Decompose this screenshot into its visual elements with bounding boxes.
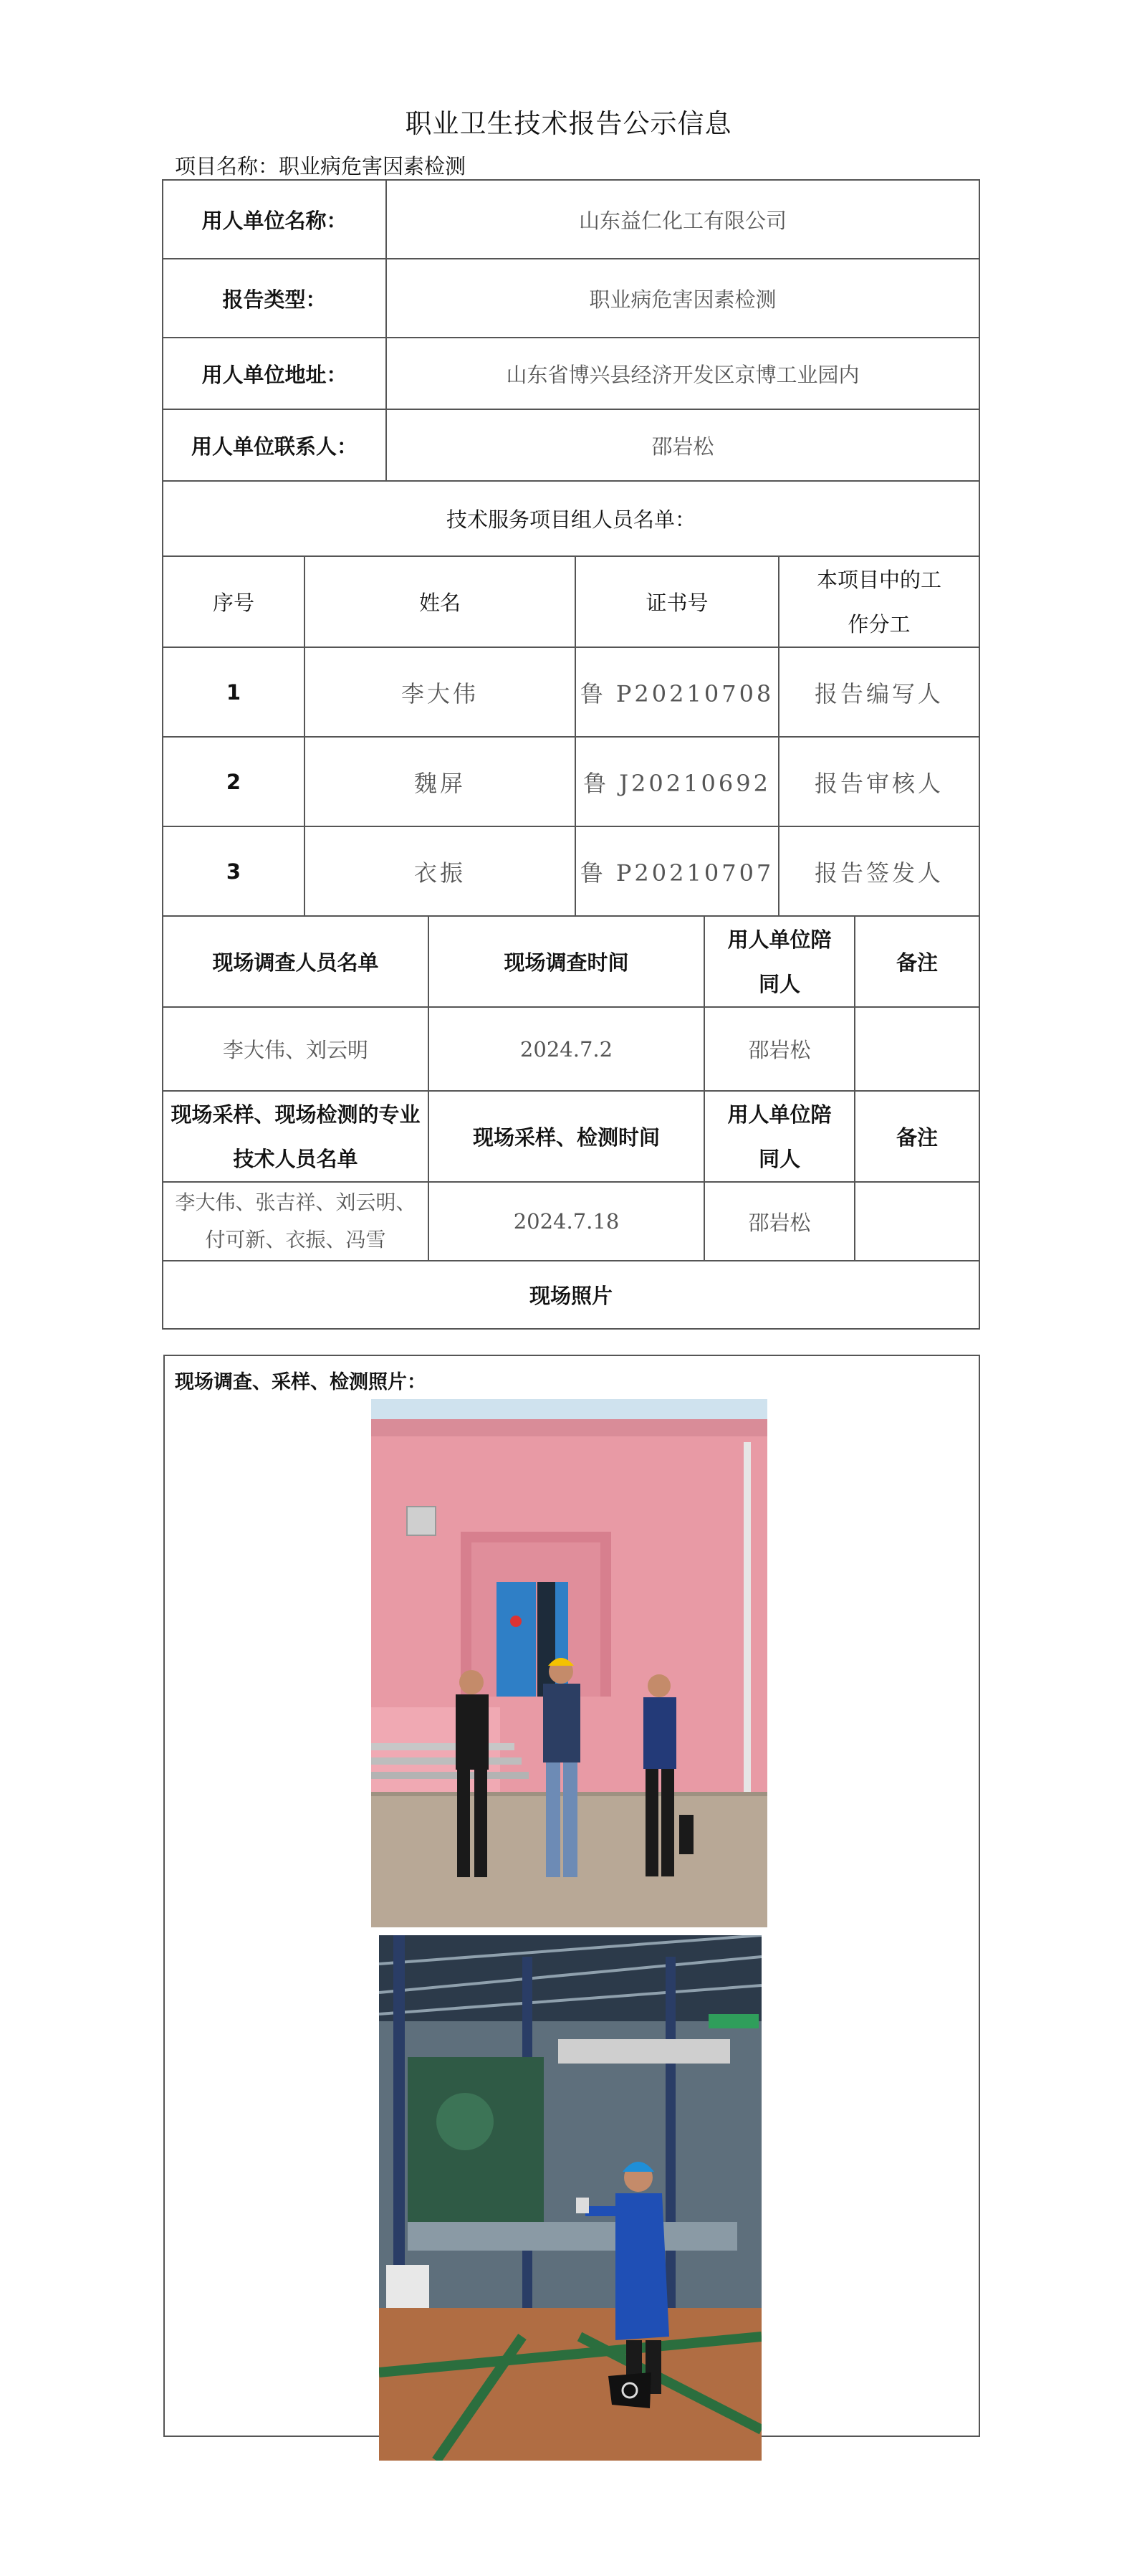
survey-header-staff: 现场调查人员名单 <box>163 916 428 1007</box>
team-header-cert: 证书号 <box>575 556 779 647</box>
survey-note <box>855 1007 979 1091</box>
survey-header-note: 备注 <box>855 916 979 1007</box>
row-no: 1 <box>163 647 304 737</box>
company-value: 山东益仁化工有限公司 <box>386 180 979 259</box>
table-row <box>163 737 979 826</box>
sampling-header-staff: 现场采样、现场检测的专业技术人员名单 <box>163 1091 428 1182</box>
company-label: 用人单位名称： <box>163 180 386 259</box>
contact-value: 邵岩松 <box>386 409 979 481</box>
photos-header: 现场照片 <box>163 1261 979 1329</box>
photos-title: 现场调查、采样、检测照片： <box>175 1371 426 1393</box>
row-role: 报告编写人 <box>779 647 979 737</box>
sampling-note <box>855 1182 979 1261</box>
row-name: 李大伟 <box>304 647 575 737</box>
team-table <box>162 555 980 917</box>
row-role: 报告签发人 <box>779 826 979 916</box>
sampling-staff: 李大伟、张吉祥、刘云明、付可新、衣振、冯雪 <box>163 1182 428 1261</box>
table-row <box>163 826 979 916</box>
site-photo-plant <box>379 1935 762 2461</box>
report-type-value: 职业病危害因素检测 <box>386 259 979 338</box>
address-value: 山东省博兴县经济开发区京博工业园内 <box>386 338 979 409</box>
plant-photo-image <box>379 1935 762 2461</box>
row-no: 3 <box>163 826 304 916</box>
team-title: 技术服务项目组人员名单： <box>163 481 979 556</box>
survey-header-companion: 用人单位陪同人 <box>704 916 855 1007</box>
row-cert: 鲁 J20210692 <box>575 737 779 826</box>
table-row <box>163 647 979 737</box>
team-header-no: 序号 <box>163 556 304 647</box>
survey-header-time: 现场调查时间 <box>428 916 704 1007</box>
sampling-companion: 邵岩松 <box>704 1182 855 1261</box>
photos-section <box>163 1355 980 2437</box>
sampling-header-note: 备注 <box>855 1091 979 1182</box>
info-table <box>162 179 980 557</box>
row-name: 魏屏 <box>304 737 575 826</box>
contact-label: 用人单位联系人： <box>163 409 386 481</box>
page-title: 职业卫生技术报告公示信息 <box>405 108 732 139</box>
survey-staff: 李大伟、刘云明 <box>163 1007 428 1091</box>
row-role: 报告审核人 <box>779 737 979 826</box>
site-photo-building <box>371 1399 767 1927</box>
row-cert: 鲁 P20210707 <box>575 826 779 916</box>
survey-table <box>162 915 980 1330</box>
row-no: 2 <box>163 737 304 826</box>
sampling-header-companion: 用人单位陪同人 <box>704 1091 855 1182</box>
survey-time: 2024.7.2 <box>428 1007 704 1091</box>
report-type-label: 报告类型： <box>163 259 386 338</box>
team-header-role: 本项目中的工作分工 <box>779 556 979 647</box>
team-header-name: 姓名 <box>304 556 575 647</box>
building-photo-image <box>371 1399 767 1927</box>
project-name: 项目名称：职业病危害因素检测 <box>175 154 466 178</box>
address-label: 用人单位地址： <box>163 338 386 409</box>
row-name: 衣振 <box>304 826 575 916</box>
row-cert: 鲁 P20210708 <box>575 647 779 737</box>
sampling-time: 2024.7.18 <box>428 1182 704 1261</box>
survey-companion: 邵岩松 <box>704 1007 855 1091</box>
sampling-header-time: 现场采样、检测时间 <box>428 1091 704 1182</box>
